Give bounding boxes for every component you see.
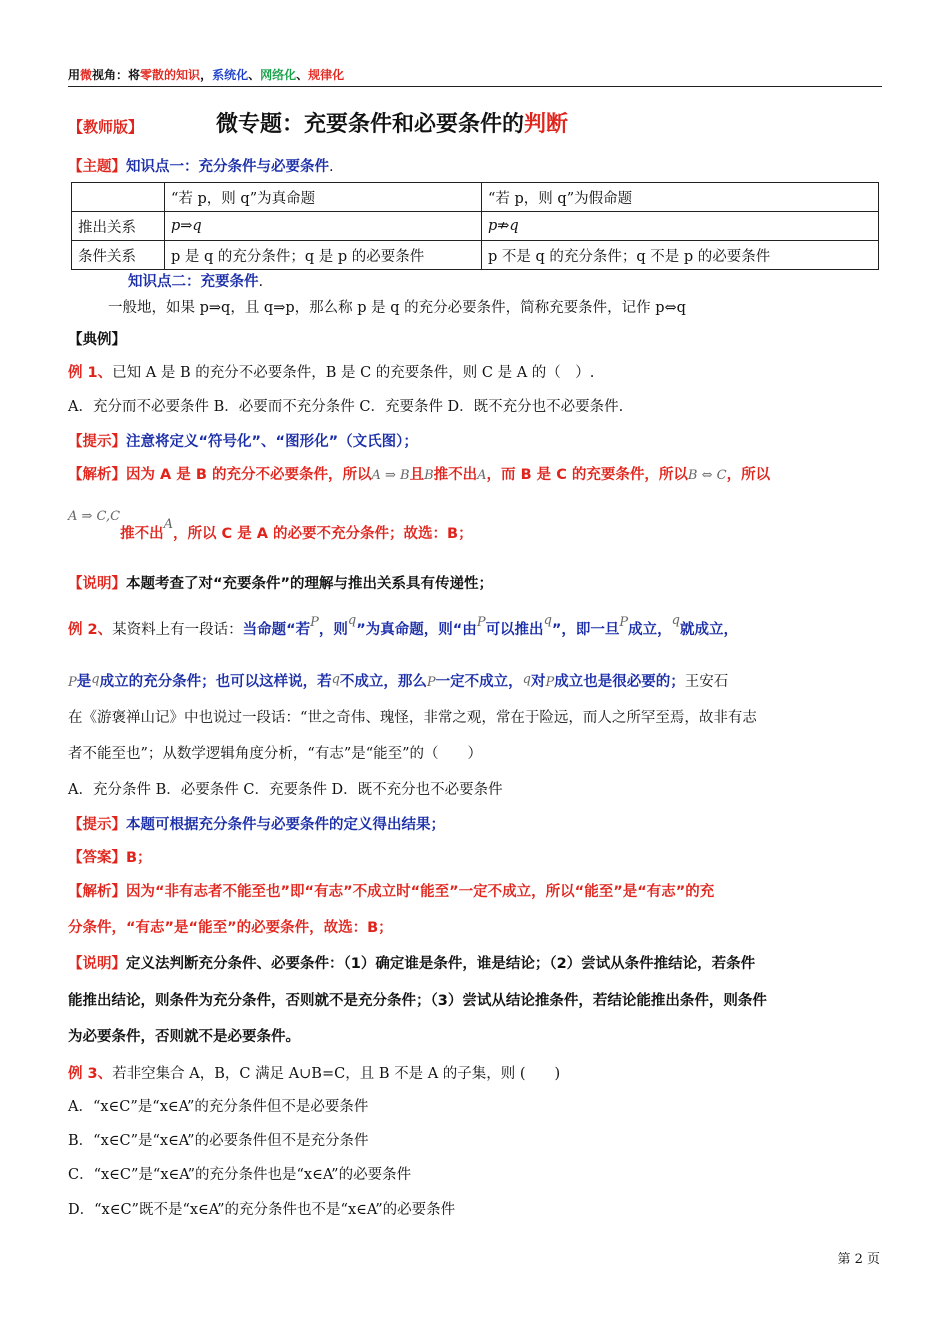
ex2-hint (68, 815, 882, 835)
math-expr: q (671, 613, 680, 628)
page-number: 第 2 页 (837, 1252, 880, 1267)
topic-dot: . (329, 159, 334, 175)
math-expr: q (543, 613, 552, 628)
ex2-bold: 对 (530, 674, 546, 690)
note-tag: 【说明】 (68, 576, 126, 592)
math-expr: q (91, 672, 100, 687)
solution-text: ，所以 C 是 A 的必要不充分条件；故选：B； (173, 526, 473, 542)
ex2-line2 (68, 672, 882, 693)
math-expr: q (347, 613, 357, 628)
math-expr: A (477, 468, 487, 483)
ex2-bold: 一定不成立， (435, 674, 523, 690)
ex2-text: 王安石 (684, 674, 729, 690)
slogan-part: 系统化 (212, 68, 249, 82)
page-title (216, 107, 568, 138)
ex3-text: 若非空集合 A，B，C 满足 A∪B=C，且 B 不是 A 的子集，则 ( ) (112, 1066, 561, 1082)
math-expr: q (331, 672, 340, 687)
ex1-solution-line2 (68, 509, 882, 542)
solution-text: 因为 A 是 B 的充分不必要条件，所以 (126, 467, 372, 483)
topic-text: 知识点一：充分条件与必要条件 (126, 159, 329, 175)
ex3-option: C．“x∈C”是“x∈A”的充分条件也是“x∈A”的必要条件 (68, 1167, 412, 1183)
slogan-part: 、 (296, 68, 309, 82)
ex2-bold: 是 (76, 674, 92, 690)
math-expr: P (545, 675, 555, 690)
ex1-note (68, 574, 882, 594)
math-expr: A ⇒ B (371, 468, 410, 483)
ex2-answer (68, 848, 882, 868)
solution-tag: 【解析】 (68, 467, 126, 483)
math-expr: P (310, 615, 319, 630)
ex2-bold: 成立的充分条件；也可以这样说，若 (99, 674, 332, 690)
note-text: 定义法判断充分条件、必要条件：（1）确定谁是条件，谁是结论；（2）尝试从条件推结论，若条件 (126, 956, 756, 972)
solution-text: ，而 B 是 C 的充要条件，所以 (486, 467, 688, 483)
ex2-bold: ”，即一旦 (551, 622, 620, 638)
header-slogan (68, 66, 880, 83)
math-expr: A (163, 517, 173, 532)
slogan-part: ， (200, 68, 213, 82)
table-row (72, 212, 879, 241)
ex3-option: B．“x∈C”是“x∈A”的必要条件但不是充分条件 (68, 1133, 369, 1149)
ex2-text: 某资料上有一段话： (112, 622, 243, 638)
ex1-options: A．充分而不必要条件 B．必要而不充分条件 C．充要条件 D．既不充分也不必要条件. (68, 399, 624, 415)
math-expr: A ⇒ C,C (68, 509, 121, 524)
table-row (72, 183, 879, 212)
math-expr: P (619, 615, 629, 630)
hint-text: 本题可根据充分条件与必要条件的定义得出结果； (126, 817, 445, 833)
title-main: 微专题：充要条件和必要条件的 (216, 112, 525, 137)
solution-text: 推不出 (433, 467, 478, 483)
table-cell: p 不是 q 的充分条件；q 不是 p 的必要条件 (482, 241, 879, 270)
header-rule (68, 86, 882, 87)
ex3-option: A．“x∈C”是“x∈A”的充分条件但不是必要条件 (68, 1099, 369, 1115)
ex2-bold: 当命题“若 (242, 622, 311, 638)
ex2-solution-line1 (68, 882, 882, 902)
ex2-bold: 就成立， (680, 622, 738, 638)
slogan-part: 视角：将 (92, 68, 141, 82)
ex2-note-line1 (68, 954, 882, 974)
title-accent: 判断 (524, 112, 569, 137)
edition-badge: 【教师版】 (68, 118, 144, 136)
ex2-line1 (68, 613, 882, 641)
solution-text: 因为“非有志者不能至也”即“有志”不成立时“能至”一定不成立，所以“能至”是“有志”的充 (126, 884, 715, 900)
ex2-bold: 不成立，那么 (339, 674, 427, 690)
math-expr: q (522, 672, 531, 687)
table-cell: “若 p，则 q”为真命题 (165, 183, 482, 212)
ex2-note-line2: 能推出结论，则条件为充分条件，否则就不是充分条件；（3）尝试从结论推条件，若结论能推出条件，则条件 (68, 993, 767, 1009)
solution-text: 且 (409, 467, 425, 483)
ex2-solution-line2: 分条件，“有志”是“能至”的必要条件，故选：B； (68, 920, 393, 936)
ex2-options: A．充分条件 B．必要条件 C．充要条件 D．既不充分也不必要条件 (68, 782, 503, 798)
ex3-question (68, 1064, 882, 1084)
example-heading: 【典例】 (68, 332, 126, 348)
ex1-text: 已知 A 是 B 的充分不必要条件，B 是 C 的充要条件，则 C 是 A 的（ ）. (112, 365, 595, 381)
kp2-body: 一般地，如果 p⇒q，且 q⇒p，那么称 p 是 q 的充分必要条件，简称充要条件，记作 p⇔q (108, 300, 686, 316)
ex1-question (68, 363, 882, 383)
kp2-text: 知识点二：充要条件 (128, 274, 259, 290)
ex2-bold: ，则 (318, 622, 348, 638)
answer-tag: 【答案】 (68, 850, 126, 866)
kp2-dot: . (258, 274, 264, 290)
math-expr: B (424, 468, 434, 483)
ex2-bold: 可以推出 (485, 622, 544, 638)
note-tag: 【说明】 (68, 956, 126, 972)
slogan-part: 微 (80, 68, 93, 82)
ex2-label: 例 2、 (68, 622, 113, 638)
ex1-solution-line1 (68, 465, 882, 486)
slogan-part: 网络化 (260, 68, 297, 82)
table-cell: 推出关系 (72, 212, 165, 241)
topic-line (68, 157, 882, 177)
slogan-part: 用 (68, 68, 81, 82)
table-cell (72, 183, 165, 212)
ex1-label: 例 1、 (68, 365, 113, 381)
hint-text: 注意将定义“符号化”、“图形化”（文氏图）； (126, 434, 418, 450)
solution-text: 推不出 (120, 526, 164, 542)
ex2-line3: 在《游褒禅山记》中也说过一段话：“世之奇伟、瑰怪，非常之观，常在于险远，而人之所罕至焉，故非有志 (68, 710, 757, 726)
math-expr: P (476, 615, 486, 630)
ex2-bold: ”为真命题，则“由 (356, 622, 477, 638)
math-expr: B ⇔ C (687, 468, 727, 483)
knowledge-table (71, 182, 879, 270)
ex1-hint (68, 432, 882, 452)
answer-text: B； (126, 850, 152, 866)
table-row (72, 241, 879, 270)
solution-tag: 【解析】 (68, 884, 126, 900)
table-cell: 条件关系 (72, 241, 165, 270)
kp2-heading (128, 272, 942, 292)
slogan-part: 、 (248, 68, 261, 82)
table-cell: p⇒q (165, 212, 482, 241)
ex3-label: 例 3、 (68, 1066, 113, 1082)
hint-tag: 【提示】 (68, 434, 126, 450)
ex2-line4: 者不能至也”；从数学逻辑角度分析，“有志”是“能至”的（ ） (68, 746, 483, 762)
slogan-part: 零散的知识 (140, 68, 201, 82)
table-cell: “若 p，则 q”为假命题 (482, 183, 879, 212)
ex2-note-line3: 为必要条件，否则就不是必要条件。 (68, 1029, 300, 1045)
hint-tag: 【提示】 (68, 817, 126, 833)
table-cell: p 是 q 的充分条件；q 是 p 的必要条件 (165, 241, 482, 270)
note-text: 本题考查了对“充要条件”的理解与推出关系具有传递性； (126, 576, 494, 592)
table-cell: p⇏q (482, 212, 879, 241)
slogan-part: 规律化 (308, 68, 345, 82)
ex2-bold: 成立， (628, 622, 672, 638)
math-expr: P (426, 675, 436, 690)
solution-text: ，所以 (726, 467, 771, 483)
math-expr: P (68, 675, 77, 690)
ex2-bold: 成立也是很必要的； (554, 674, 685, 690)
ex3-option: D．“x∈C”既不是“x∈A”的充分条件也不是“x∈A”的必要条件 (68, 1202, 456, 1218)
topic-tag: 【主题】 (68, 159, 126, 175)
